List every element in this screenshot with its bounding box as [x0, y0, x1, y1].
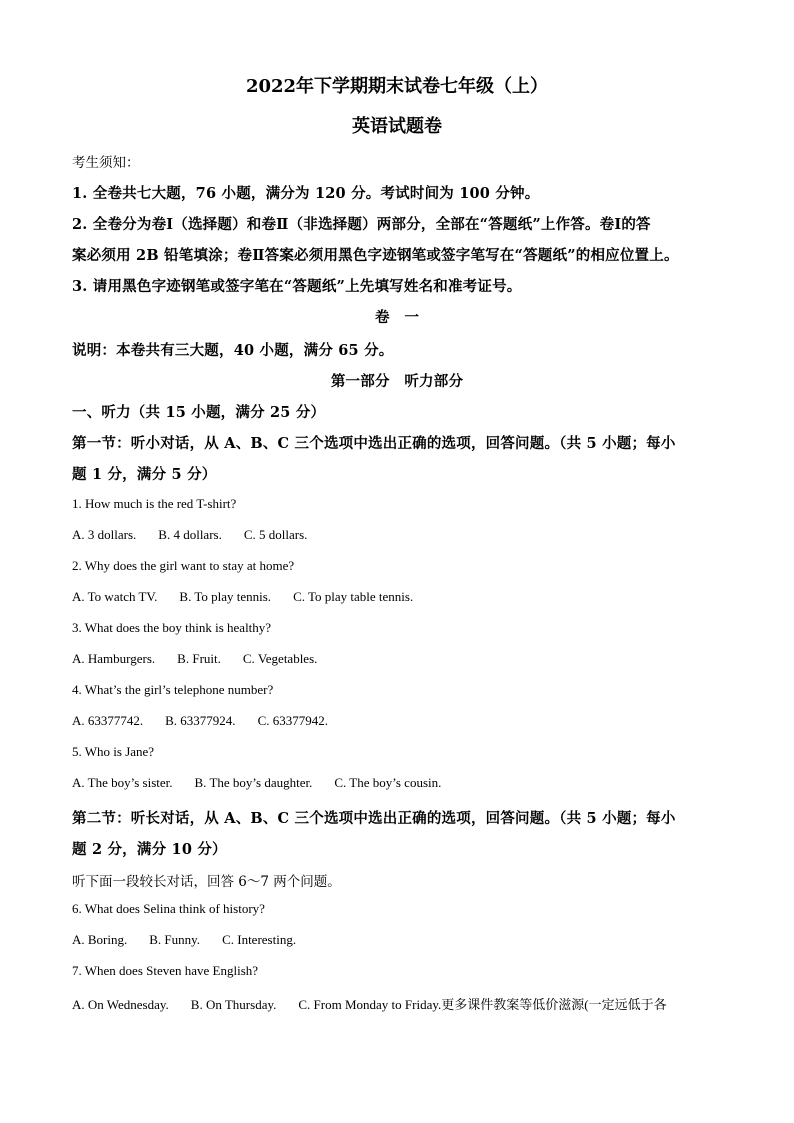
- option-a: A. The boy’s sister.: [72, 775, 173, 790]
- question-2-options: [72, 589, 413, 605]
- option-c: C. The boy’s cousin.: [334, 775, 442, 790]
- question-1: 1. How much is the red T-shirt?: [72, 496, 237, 511]
- option-c: C. 63377942.: [257, 713, 328, 728]
- question-3-options: [72, 651, 317, 667]
- sec2-instruction-line-2: 题 2 分，满分 10 分）: [72, 841, 227, 858]
- exam-title: 2022年下学期期末试卷七年级（上）: [245, 76, 549, 97]
- volume-desc: 说明：本卷共有三大题，40 小题，满分 65 分。: [72, 342, 394, 359]
- option-c: C. 5 dollars.: [243, 527, 308, 542]
- option-c: C. To play table tennis.: [293, 589, 414, 604]
- option-b: B. To play tennis.: [179, 589, 272, 604]
- question-4-options: [72, 713, 328, 729]
- notice-item-1: 1. 全卷共七大题，76 小题，满分为 120 分。考试时间为 100 分钟。: [72, 185, 540, 202]
- sec2-instruction-line-1: 第二节：听长对话，从 A、B、C 三个选项中选出正确的选项，回答问题。（共 5 小题；每小: [72, 810, 676, 827]
- option-b: B. 63377924.: [165, 713, 236, 728]
- question-1-options: [72, 527, 307, 543]
- option-a: A. To watch TV.: [72, 589, 158, 604]
- sec1-instruction-line-2: 题 1 分，满分 5 分）: [72, 466, 217, 483]
- option-a: A. 3 dollars.: [72, 527, 137, 542]
- option-b: B. 4 dollars.: [158, 527, 222, 542]
- notice-item-2-line-1: 2. 全卷分为卷Ⅰ（选择题）和卷Ⅱ（非选择题）两部分，全部在“答题纸”上作答。卷Ⅰ的答: [72, 216, 651, 233]
- option-a: A. 63377742.: [72, 713, 144, 728]
- volume-heading: 卷 一: [374, 309, 420, 326]
- notice-item-2-line-2: 案必须用 2B 铅笔填涂；卷Ⅱ答案必须用黑色字迹钢笔或签字笔写在“答题纸”的相应位置上。: [72, 247, 679, 264]
- option-c: C. Vegetables.: [242, 651, 318, 666]
- option-b: B. Funny.: [149, 932, 201, 947]
- question-5-options: [72, 775, 441, 791]
- question-2: 2. Why does the girl want to stay at home?: [72, 558, 295, 573]
- option-b: B. The boy’s daughter.: [194, 775, 313, 790]
- section-heading: 一、听力（共 15 小题，满分 25 分）: [72, 404, 326, 421]
- option-c: C. From Monday to Friday.更多课件教案等低价滋源(一定远低于各: [298, 997, 667, 1012]
- question-3: 3. What does the boy think is healthy?: [72, 620, 272, 635]
- option-a: A. On Wednesday.: [72, 997, 169, 1012]
- question-7-options: [72, 994, 667, 1013]
- part-heading: 第一部分 听力部分: [330, 373, 464, 390]
- notice-heading: 考生须知：: [72, 155, 140, 171]
- exam-subtitle: 英语试题卷: [352, 116, 442, 137]
- question-6: 6. What does Selina think of history?: [72, 901, 265, 916]
- question-4: 4. What’s the girl’s telephone number?: [72, 682, 274, 697]
- option-b: B. Fruit.: [177, 651, 221, 666]
- option-a: A. Hamburgers.: [72, 651, 156, 666]
- question-5: 5. Who is Jane?: [72, 744, 155, 759]
- sec2-intro: 听下面一段较长对话，回答 6～7 两个问题。: [72, 874, 341, 890]
- question-7: 7. When does Steven have English?: [72, 963, 259, 978]
- sec1-instruction-line-1: 第一节：听小对话，从 A、B、C 三个选项中选出正确的选项，回答问题。（共 5 小题；每小: [72, 435, 676, 452]
- option-a: A. Boring.: [72, 932, 128, 947]
- option-b: B. On Thursday.: [190, 997, 277, 1012]
- notice-item-3: 3. 请用黑色字迹钢笔或签字笔在“答题纸”上先填写姓名和准考证号。: [72, 278, 522, 295]
- question-6-options: [72, 932, 296, 948]
- option-c: C. Interesting.: [222, 932, 297, 947]
